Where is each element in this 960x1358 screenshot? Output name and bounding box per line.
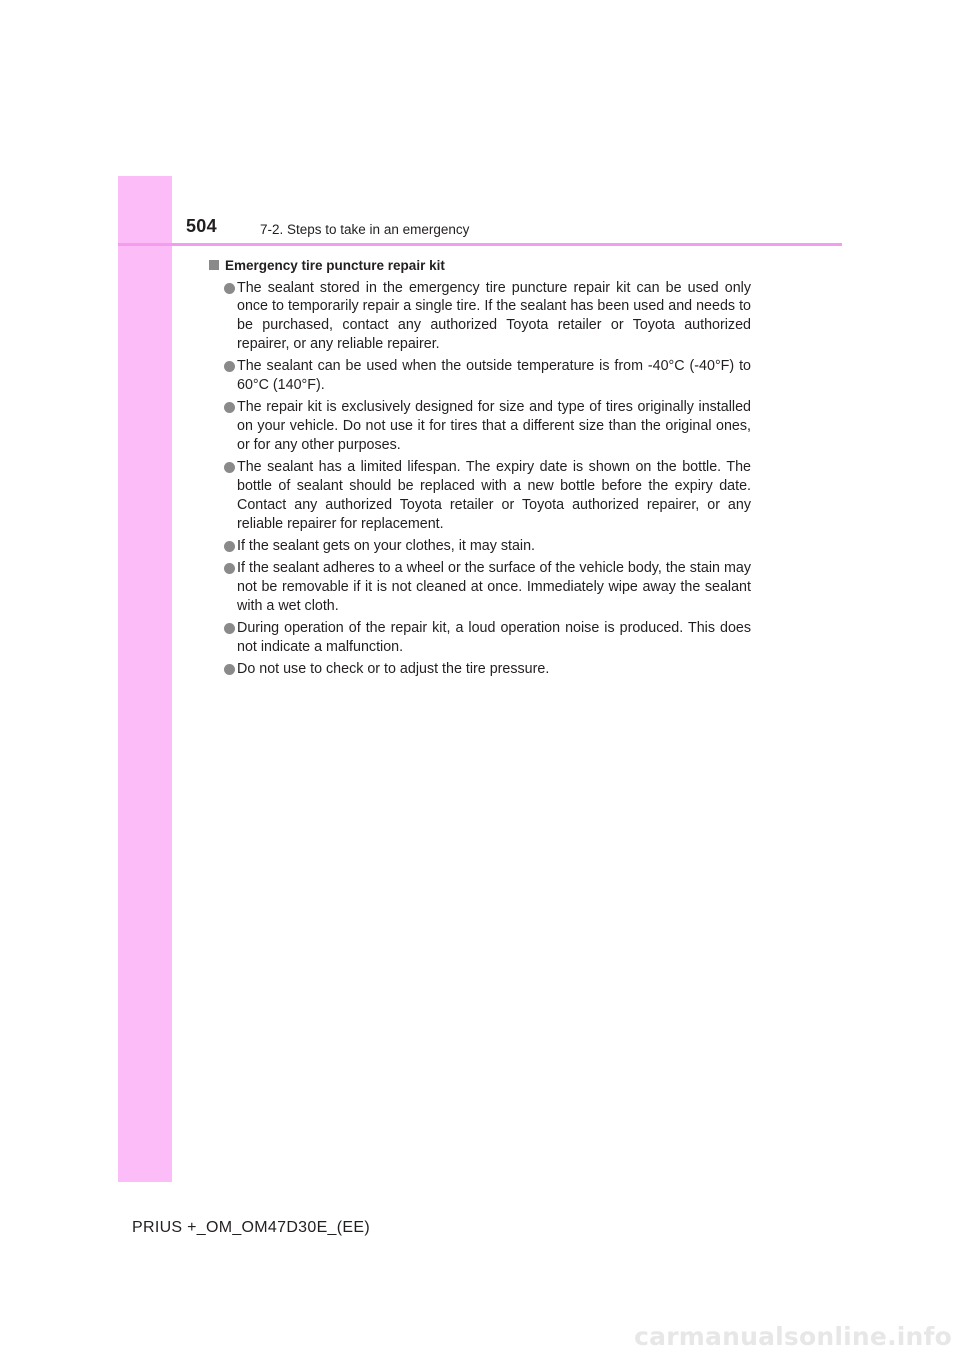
list-item-text: The sealant has a limited lifespan. The expiry date is shown on the bottle. The bottle of sealant should be replaced with a new bottle before the expiry date. Contact any authorized Toyota retailer or Toyota authorized repairer, or any reliable repairer for replacement. [237,459,751,532]
list-item-text: If the sealant adheres to a wheel or the surface of the vehicle body, the stain may not be removable if it is not cleaned at once. Immediately wipe away the sealant with a wet cloth. [237,560,751,614]
circle-bullet-icon [224,283,235,294]
side-band [118,176,172,1182]
section-heading-text: Emergency tire puncture repair kit [225,258,445,273]
circle-bullet-icon [224,541,235,552]
circle-bullet-icon [224,563,235,574]
list-item [209,619,751,657]
list-item-text: Do not use to check or to adjust the tire pressure. [237,661,550,678]
circle-bullet-icon [224,462,235,473]
bullet-list [209,279,751,679]
list-item-text: If the sealant gets on your clothes, it may stain. [237,537,536,554]
list-item-text: The repair kit is exclusively designed for size and type of tires originally installed on your vehicle. Do not use it for tires that a different size than the original ones, or for any other purposes. [237,399,751,453]
list-item [209,458,751,533]
content-area [209,256,751,679]
footer-doc-code: PRIUS +_OM_OM47D30E_(EE) [132,1219,370,1236]
section-title: 7-2. Steps to take in an emergency [260,222,470,237]
list-item [209,559,751,615]
watermark: carmanualsonline.info [634,1322,952,1351]
square-bullet-icon [209,260,219,270]
list-item-text: The sealant can be used when the outside temperature is from -40°C (-40°F) to 60°C (140°F). [237,358,751,393]
list-item [209,357,751,395]
section-heading [209,256,751,275]
circle-bullet-icon [224,623,235,634]
circle-bullet-icon [224,361,235,372]
list-item [209,279,751,354]
list-item-text: The sealant stored in the emergency tire puncture repair kit can be used only once to temporarily repair a single tire. If the sealant has been used and needs to be purchased, contact any authorized Toyota retailer or Toyota authorized repairer, or any reliable repairer. [237,279,751,352]
circle-bullet-icon [224,664,235,675]
page-number: 504 [186,216,217,236]
list-item [209,660,751,679]
header-rule [118,243,842,246]
circle-bullet-icon [224,402,235,413]
list-item-text: During operation of the repair kit, a loud operation noise is produced. This does not indicate a malfunction. [237,620,751,655]
list-item [209,398,751,454]
list-item [209,537,751,556]
